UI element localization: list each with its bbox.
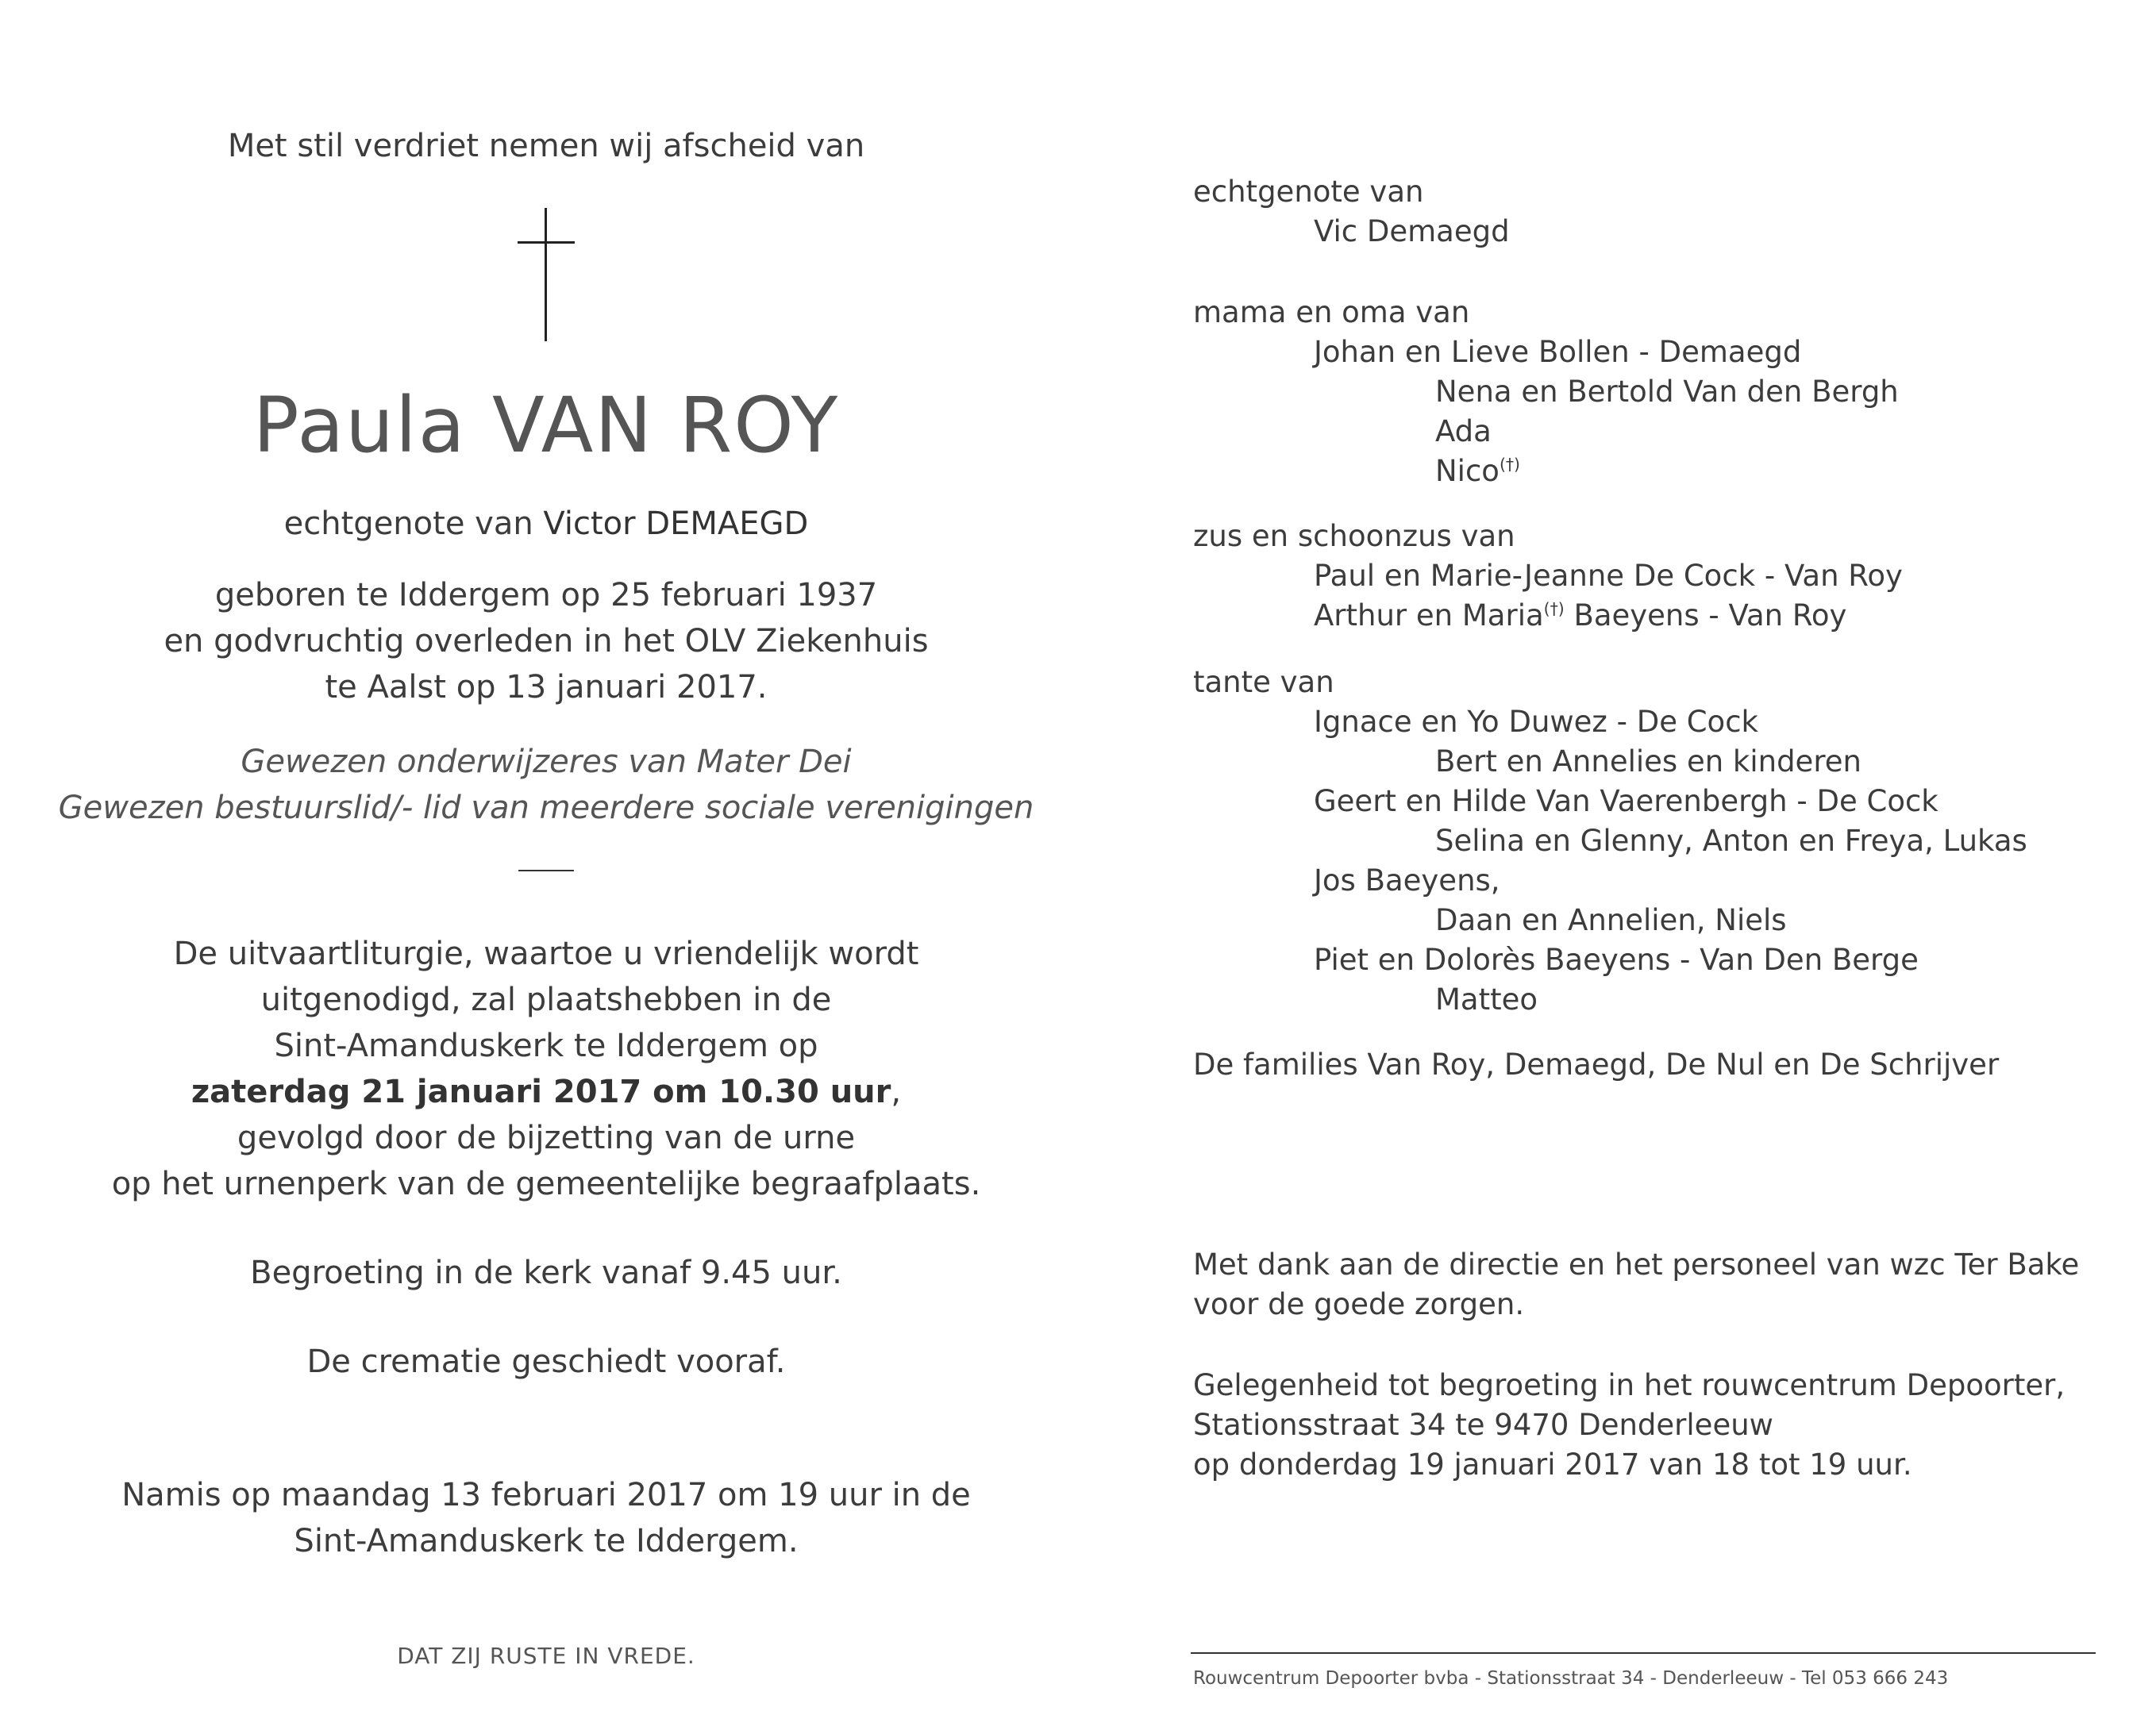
role-line-1: Gewezen onderwijzeres van Mater Dei [241,744,852,780]
child-entry: Johan en Lieve Bollen - Demaegd [1314,335,1802,369]
footer-rule [1191,1652,2096,1654]
born-line-2: en godvruchtig overleden in het OLV Ziekenhuis [164,623,929,659]
thanks-line-1: Met dank aan de directie en het personeel van wzc Ter Bake [1193,1248,2080,1282]
born-line-1: geboren te Iddergem op 25 februari 1937 [214,577,878,613]
visit-line-1: Gelegenheid tot begroeting in het rouwcentrum Depoorter, [1193,1368,2066,1402]
grandchild-entry-1: Nena en Bertold Van den Bergh [1435,375,1899,409]
born-line-3: te Aalst op 13 januari 2017. [325,669,768,706]
grandchild-name: Nico [1435,454,1500,488]
burial-line-1: gevolgd door de bijzetting van de urne [237,1120,856,1156]
sibling-entry-2 [1314,597,1846,635]
aunt-heading: tante van [1193,665,1334,699]
grandchild-entry-2: Ada [1435,414,1492,448]
cross-horizontal [518,241,575,244]
deceased-mark: (†) [1543,598,1565,618]
families-line: De families Van Roy, Demaegd, De Nul en De Schrijver [1193,1048,2000,1082]
separator-dash [518,870,574,871]
spouse-prefix: echtgenote van [283,506,544,542]
nephew-entry-1: Ignace en Yo Duwez - De Cock [1314,705,1758,739]
deceased-name: Paula VAN ROY [252,381,840,470]
role-line-2: Gewezen bestuurslid/- lid van meerdere sociale verenigingen [58,790,1034,826]
nephew-kids-2: Selina en Glenny, Anton en Freya, Lukas [1435,824,2027,858]
thanks-line-2: voor de goede zorgen. [1193,1287,1525,1321]
nephew-entry-2: Geert en Hilde Van Vaerenbergh - De Cock [1314,784,1938,818]
nephew-kids-1: Bert en Annelies en kinderen [1435,744,1861,779]
spouse-entry: Vic Demaegd [1314,214,1510,248]
nephew-kids-3: Daan en Annelien, Niels [1435,903,1787,937]
rest-in-peace: DAT ZIJ RUSTE IN VREDE. [397,1643,695,1669]
sibling-2-first: Arthur en Maria [1314,598,1544,632]
liturgy-line-1: De uitvaartliturgie, waartoe u vriendelijk wordt [173,936,919,972]
liturgy-date: zaterdag 21 januari 2017 om 10.30 uur [191,1074,891,1110]
burial-line-2: op het urnenperk van de gemeentelijke begraafplaats. [111,1166,981,1202]
sister-heading: zus en schoonzus van [1193,519,1515,553]
mass-line-1: Namis op maandag 13 februari 2017 om 19 uur in de [121,1477,971,1513]
nephew-entry-4: Piet en Dolorès Baeyens - Van Den Berge [1314,943,1919,977]
mass-line-2: Sint-Amanduskerk te Iddergem. [294,1523,799,1559]
sibling-2-rest: Baeyens - Van Roy [1564,598,1847,632]
footer-text: Rouwcentrum Depoorter bvba - Stationsstraat 34 - Denderleeuw - Tel 053 666 243 [1193,1668,1949,1689]
liturgy-date-suffix: , [891,1074,902,1110]
liturgy-line-3: Sint-Amanduskerk te Iddergem op [274,1028,818,1064]
grandchild-entry-3 [1435,452,1520,490]
sibling-entry-1: Paul en Marie-Jeanne De Cock - Van Roy [1314,559,1903,593]
nephew-kids-4: Matteo [1435,982,1538,1017]
nephew-entry-3: Jos Baeyens, [1314,863,1500,898]
grandma-heading: mama en oma van [1193,295,1470,329]
visit-line-2: Stationsstraat 34 te 9470 Denderleeuw [1193,1408,1773,1442]
greeting-text: Begroeting in de kerk vanaf 9.45 uur. [250,1255,842,1291]
cremation-text: De crematie geschiedt vooraf. [306,1344,786,1380]
deceased-mark: (†) [1499,454,1520,474]
liturgy-date-line [191,1071,901,1113]
liturgy-line-2: uitgenodigd, zal plaatshebben in de [260,982,832,1018]
intro-text: Met stil verdriet nemen wij afscheid van [227,128,865,164]
visit-line-3: op donderdag 19 januari 2017 van 18 tot 19 uur. [1193,1448,1912,1482]
cross-vertical [545,208,547,341]
spouse-name: Victor DEMAEGD [543,506,809,542]
spouse-line [284,503,809,544]
spouse-heading: echtgenote van [1193,175,1424,209]
